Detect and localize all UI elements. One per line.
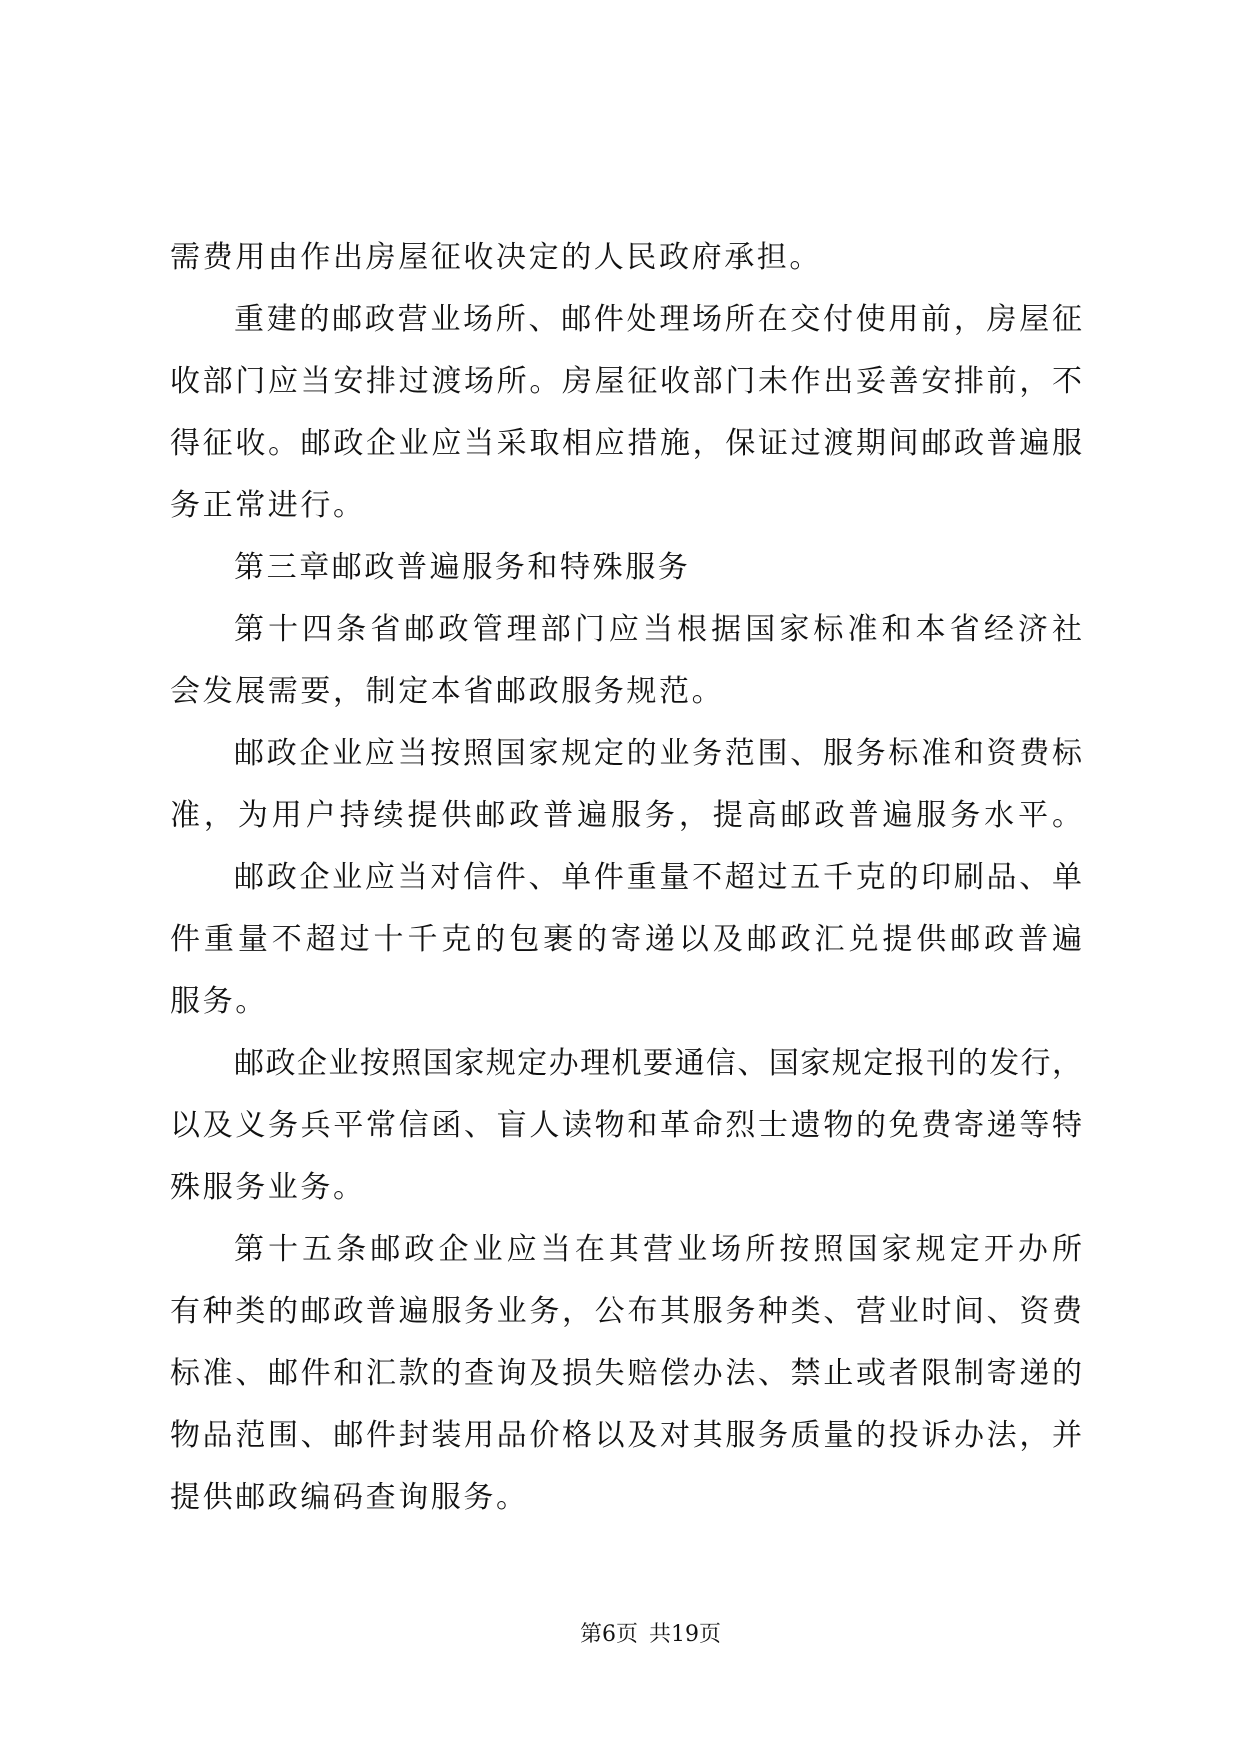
text-line: 服务。	[170, 984, 268, 1019]
text-line: 殊服务业务。	[170, 1170, 366, 1205]
text-line: 第十四条省邮政管理部门应当根据国家标准和本省经济社	[234, 612, 1082, 647]
page-number: 第6页	[580, 1622, 638, 1647]
page-footer	[0, 1620, 1241, 1650]
text-line: 收部门应当安排过渡场所。房屋征收部门未作出妥善安排前，不	[170, 364, 1082, 399]
text-line: 会发展需要，制定本省邮政服务规范。	[170, 674, 725, 709]
text-line: 准，为用户持续提供邮政普遍服务，提高邮政普遍服务水平。	[170, 798, 1082, 833]
text-line: 务正常进行。	[170, 488, 366, 523]
text-line: 件重量不超过十千克的包裹的寄递以及邮政汇兑提供邮政普遍	[170, 922, 1082, 957]
text-line: 标准、邮件和汇款的查询及损失赔偿办法、禁止或者限制寄递的	[170, 1356, 1082, 1391]
text-line: 得征收。邮政企业应当采取相应措施，保证过渡期间邮政普遍服	[170, 426, 1082, 461]
text-line: 物品范围、邮件封装用品价格以及对其服务质量的投诉办法，并	[170, 1418, 1082, 1453]
text-line: 需费用由作出房屋征收决定的人民政府承担。	[170, 240, 822, 275]
text-line: 提供邮政编码查询服务。	[170, 1480, 529, 1515]
text-line: 邮政企业应当对信件、单件重量不超过五千克的印刷品、单	[234, 860, 1082, 895]
text-line: 邮政企业按照国家规定办理机要通信、国家规定报刊的发行，	[234, 1046, 1082, 1081]
document-body	[170, 227, 1082, 1529]
text-line: 重建的邮政营业场所、邮件处理场所在交付使用前，房屋征	[234, 302, 1082, 337]
text-line: 第三章邮政普遍服务和特殊服务	[234, 550, 691, 585]
text-line: 有种类的邮政普遍服务业务，公布其服务种类、营业时间、资费	[170, 1294, 1082, 1329]
text-line: 第十五条邮政企业应当在其营业场所按照国家规定开办所	[234, 1232, 1082, 1267]
text-line: 邮政企业应当按照国家规定的业务范围、服务标准和资费标	[234, 736, 1082, 771]
text-line: 以及义务兵平常信函、盲人读物和革命烈士遗物的免费寄递等特	[170, 1108, 1082, 1143]
page-total: 共19页	[649, 1622, 721, 1647]
